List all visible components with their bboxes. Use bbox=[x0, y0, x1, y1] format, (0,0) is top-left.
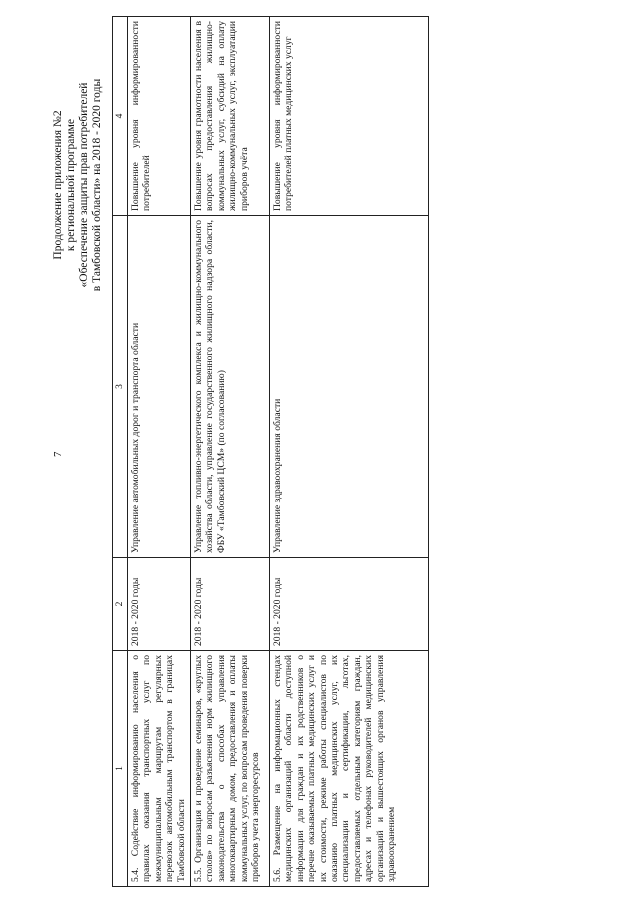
measures-table bbox=[112, 16, 429, 887]
header-line: к региональной программе bbox=[65, 118, 77, 252]
header-line: Продолжение приложения №2 bbox=[52, 110, 64, 260]
table-header-row bbox=[113, 17, 128, 887]
result-cell: Повышение уровня информированности потребителей платных медицинских услуг bbox=[270, 17, 429, 216]
column-header: 4 bbox=[113, 17, 128, 216]
measure-cell: 5.4. Содействие информированию населения о правилах оказания транспортных услуг по межмуниципальным маршрутам регулярных перевозок автомобильным транспортом в границах Тамбовской области bbox=[128, 651, 191, 887]
measure-cell: 5.5. Организация и проведение семинаров, «круглых столов» по вопросам разъяснения норм жилищного законодательства о способах управления многоквартирным домом, предоставления и оплаты коммунальных услуг, по вопросам проведения поверки приборов учета энергоресурсов bbox=[191, 651, 270, 887]
period-cell: 2018 - 2020 годы bbox=[191, 558, 270, 651]
table-row bbox=[191, 17, 270, 887]
appendix-header bbox=[52, 25, 104, 345]
column-header: 2 bbox=[113, 558, 128, 651]
table-row bbox=[270, 17, 429, 887]
measure-cell: 5.6. Размещение на информационных стендах медицинских организаций области доступной информации для граждан и их родственников о перечне оказываемых платных медицинских услуг и их стоимости, режиме работы специалистов по оказанию платных медицинских услуг, их специализации и сертификации, льготах, предоставляемых отдельным категориям граждан, адресах и телефонах руководителей медицинских организаций и вышестоящих органов управления здравоохранением bbox=[270, 651, 429, 887]
executor-cell: Управление здравоохранения области bbox=[270, 216, 429, 558]
table-row bbox=[128, 17, 191, 887]
column-header: 3 bbox=[113, 216, 128, 558]
column-header: 1 bbox=[113, 651, 128, 887]
page-number: 7 bbox=[52, 451, 64, 457]
executor-cell: Управление автомобильных дорог и транспорта области bbox=[128, 216, 191, 558]
header-line: «Обеспечение защиты прав потребителей bbox=[78, 82, 90, 288]
period-cell: 2018 - 2020 годы bbox=[128, 558, 191, 651]
header-line: в Тамбовской области» на 2018 - 2020 годы bbox=[91, 78, 103, 292]
period-cell: 2018 - 2020 годы bbox=[270, 558, 429, 651]
executor-cell: Управление топливно-энергетического комплекса и жилищно-коммунального хозяйства области, управление государственного жилищного надзора области, ФБУ «Тамбовский ЦСМ» (по согласованию) bbox=[191, 216, 270, 558]
result-cell: Повышение уровня информированности потребителей bbox=[128, 17, 191, 216]
result-cell: Повышение уровня грамотности населения в вопросах предоставления жилищно-коммунальных услуг, субсидий на оплату жилищно-коммунальных услуг, эксплуатации приборов учёта bbox=[191, 17, 270, 216]
